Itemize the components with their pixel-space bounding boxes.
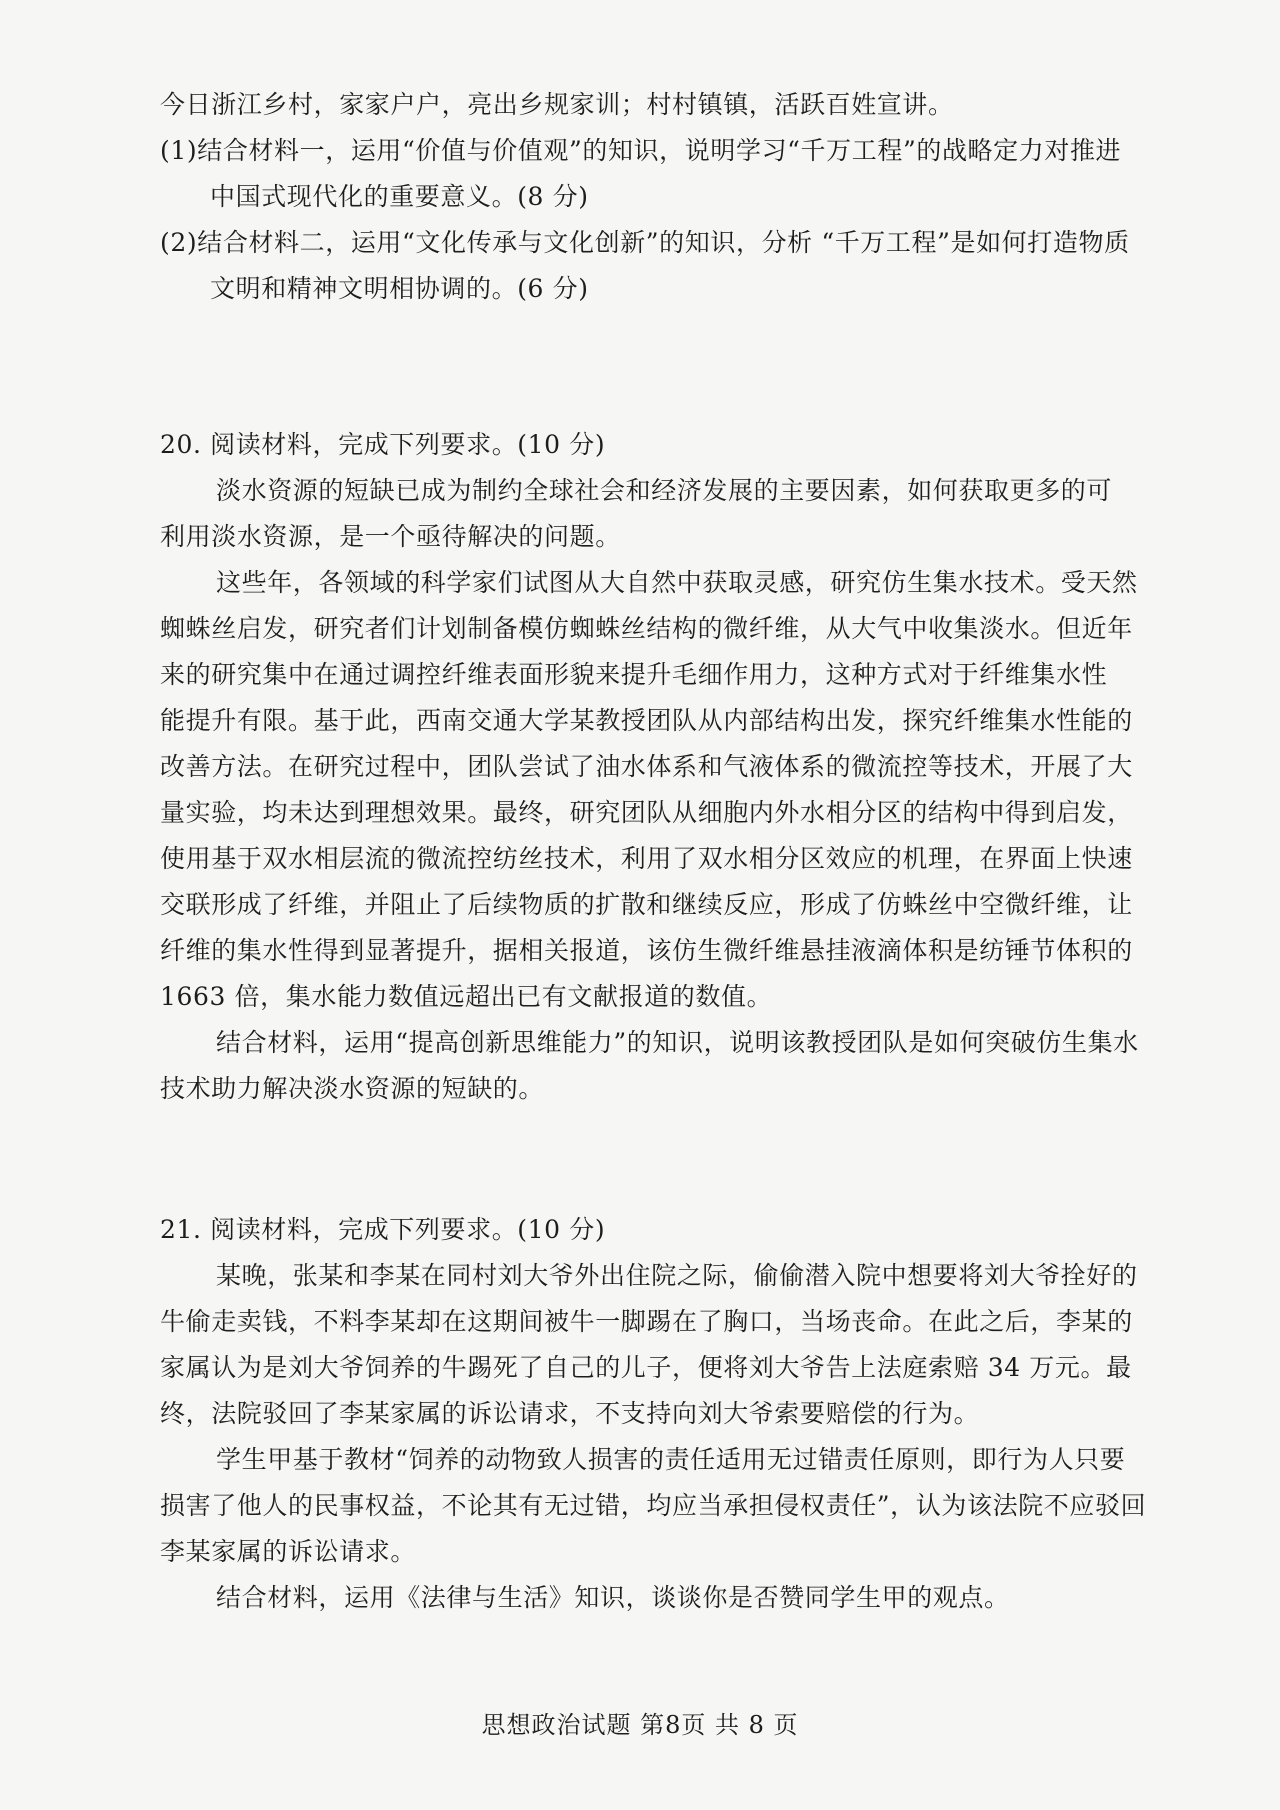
question-21-paragraph-1-line-3: 家属认为是刘大爷饲养的牛踢死了自己的儿子，便将刘大爷告上法庭索赔 34 万元。最 bbox=[160, 1353, 1132, 1382]
q19-part-2 bbox=[160, 220, 1150, 312]
question-21-paragraph-1-line-2: 牛偷走卖钱，不料李某却在这期间被牛一脚踢在了胸口，当场丧命。在此之后，李某的 bbox=[160, 1307, 1133, 1336]
question-20-paragraph-2-line-9: 纤维的集水性得到显著提升，据相关报道，该仿生微纤维悬挂液滴体积是纺锤节体积的 bbox=[160, 936, 1133, 965]
q19-part-1-line-2: 中国式现代化的重要意义。(8 分) bbox=[210, 182, 589, 211]
answer-space-q20 bbox=[160, 1112, 1150, 1207]
question-21-paragraph-1 bbox=[160, 1253, 1150, 1437]
question-20-paragraph-2-line-5: 改善方法。在研究过程中，团队尝试了油水体系和气液体系的微流控等技术，开展了大 bbox=[160, 752, 1133, 781]
question-21-paragraph-2-line-3: 李某家属的诉讼请求。 bbox=[160, 1537, 417, 1566]
question-20-prompt bbox=[160, 1020, 1150, 1112]
question-20-paragraph-2-line-7: 使用基于双水相层流的微流控纺丝技术，利用了双水相分区效应的机理，在界面上快速 bbox=[160, 844, 1133, 873]
q19-part-2-line-1: (2)结合材料二，运用“文化传承与文化创新”的知识，分析 “千万工程”是如何打造物质 bbox=[160, 228, 1130, 257]
q19-part-2-line-2: 文明和精神文明相协调的。(6 分) bbox=[210, 274, 589, 303]
question-20-paragraph-1-line-2: 利用淡水资源，是一个亟待解决的问题。 bbox=[160, 522, 621, 551]
question-20-paragraph-1 bbox=[160, 468, 1150, 560]
page-footer: 思想政治试题 第8页 共 8 页 bbox=[481, 1711, 799, 1739]
question-20-paragraph-2-line-1: 这些年，各领域的科学家们试图从大自然中获取灵感，研究仿生集水技术。受天然 bbox=[216, 568, 1138, 597]
question-20-paragraph-2-line-4: 能提升有限。基于此，西南交通大学某教授团队从内部结构出发，探究纤维集水性能的 bbox=[160, 706, 1133, 735]
question-20-paragraph-2-line-2: 蜘蛛丝启发，研究者们计划制备模仿蜘蛛丝结构的微纤维，从大气中收集淡水。但近年 bbox=[160, 614, 1133, 643]
question-20-prompt-line-1: 结合材料，运用“提高创新思维能力”的知识，说明该教授团队是如何突破仿生集水 bbox=[216, 1028, 1139, 1057]
question-20-paragraph-2 bbox=[160, 560, 1150, 1020]
question-20-prompt-line-2: 技术助力解决淡水资源的短缺的。 bbox=[160, 1074, 545, 1103]
question-20-paragraph-2-line-3: 来的研究集中在通过调控纤维表面形貌来提升毛细作用力，这种方式对于纤维集水性 bbox=[160, 660, 1108, 689]
question-20-paragraph-1-line-1: 淡水资源的短缺已成为制约全球社会和经济发展的主要因素，如何获取更多的可 bbox=[216, 476, 1113, 505]
q19-part-1 bbox=[160, 128, 1150, 220]
question-20-title: 20. 阅读材料，完成下列要求。(10 分) bbox=[160, 430, 606, 459]
question-21-paragraph-1-line-1: 某晚，张某和李某在同村刘大爷外出住院之际，偷偷潜入院中想要将刘大爷拴好的 bbox=[216, 1261, 1138, 1290]
question-21-title: 21. 阅读材料，完成下列要求。(10 分) bbox=[160, 1215, 606, 1244]
question-20-paragraph-2-line-8: 交联形成了纤维，并阻止了后续物质的扩散和继续反应，形成了仿蛛丝中空微纤维，让 bbox=[160, 890, 1133, 919]
question-21-paragraph-2-line-1: 学生甲基于教材“饲养的动物致人损害的责任适用无过错责任原则，即行为人只要 bbox=[216, 1445, 1126, 1474]
question-21-prompt-line-1: 结合材料，运用《法律与生活》知识，谈谈你是否赞同学生甲的观点。 bbox=[216, 1583, 1010, 1612]
page-content bbox=[160, 82, 1150, 1621]
question-20-paragraph-2-line-6: 量实验，均未达到理想效果。最终，研究团队从细胞内外水相分区的结构中得到启发， bbox=[160, 798, 1133, 827]
question-20-paragraph-2-line-10: 1663 倍，集水能力数值远超出已有文献报道的数值。 bbox=[160, 982, 773, 1011]
question-21-prompt bbox=[160, 1575, 1150, 1621]
question-21-paragraph-1-line-4: 终，法院驳回了李某家属的诉讼请求，不支持向刘大爷索要赔偿的行为。 bbox=[160, 1399, 980, 1428]
question-21-paragraph-2 bbox=[160, 1437, 1150, 1575]
q19-part-1-line-1: (1)结合材料一，运用“价值与价值观”的知识，说明学习“千万工程”的战略定力对推进 bbox=[160, 136, 1122, 165]
material-continuation-line: 今日浙江乡村，家家户户，亮出乡规家训；村村镇镇，活跃百姓宣讲。 bbox=[160, 90, 954, 119]
answer-space-q19 bbox=[160, 312, 1150, 422]
question-21-paragraph-2-line-2: 损害了他人的民事权益，不论其有无过错，均应当承担侵权责任”，认为该法院不应驳回 bbox=[160, 1491, 1147, 1520]
